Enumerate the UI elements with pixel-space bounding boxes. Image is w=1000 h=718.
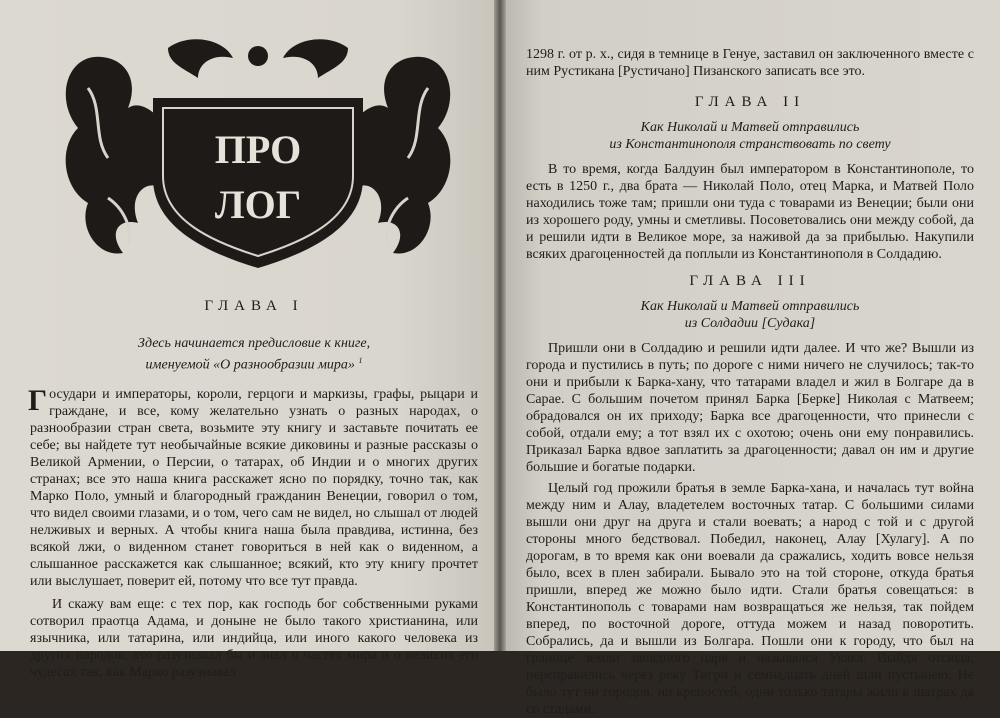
chapter2-paragraph: В то время, когда Балдуин был императором в Константинополе, то есть в 1250 г., два брата — Николай Поло, отец Марка, и Матвей Поло находились тоже там; пришли они туда с товарами из Венеции; были они из хорошего роду, умны и сметливы. Посоветовались они между собой, да и решили идти в Великое море, за наживой да за прибылью. Накупили всяких драгоценностей да поплыли из Константинополя в Солдадию. (526, 162, 974, 262)
chapter3-subtitle-line2: из Солдадии [Судака] (684, 316, 816, 331)
chapter2-subtitle (526, 119, 974, 153)
chapter2-subtitle-line1: Как Николай и Матвей отправились (640, 120, 860, 135)
chapter3-paragraph-2: Целый год прожили братья в земле Барка-хана, и началась тут война между ним и Алау, владетелем восточных татар. С большими силами вышли они друг на друга и стали воевать; а народ с той и с другой стороны много бедствовал. Победил, наконец, Алау [Хулагу]. А по дорогам, в то время как они воевали да сражались, ходить вовсе нельзя было, всех в плен забирали. Бывало это на той стороне, откуда братья пришли, вперед же можно было идти. Стали братья совещаться: в Константинополь с товарами нам возвращаться же нельзя, так пойдем вперед, по восточной дороге, оттуда можем и назад поворотить. Собрались, да и вышли из Болгара. Пошли они к городу, что был на границе земли западного царя и назывался Укака. Выйдя отсюда, переправились через реку Тигри и семнадцать дней шли пустынею. Не было тут ни городов, ни крепостей, одни только татары жили в шатрах да со стадами. (526, 481, 974, 717)
chapter1-subtitle-line2: именуемой «О разнообразии мира» (145, 357, 355, 373)
chapter1-heading: ГЛАВА I (204, 298, 304, 314)
chapter3-paragraph-1: Пришли они в Солдадию и решили идти далее. И что же? Вышли из города и пустились в путь; по дороге с ними ничего не случилось; так-то они и прибыли к Барка-хану, что татарами владел и жил в Болгаре да в Сарае. С большим почетом принял Барка [Берке] Николая с Матвеем; обрадовался он их приходу; Барка все драгоценности, что принесли с собой, отдали ему; а тот взял их с охотою; очень они ему понравились. Приказал Барка вдвое заплатить за драгоценности; давал он им и другие большие и богатые подарки. (526, 341, 974, 475)
chapter1-paragraph-2: И скажу вам еще: с тех пор, как господь бог собственными руками сотворил праотца Адама, и доныне не было такого христианина, или язычника, или татарина, или индийца, или иного какого человека из других народов, кто разузнавал бы и знал о частях мира и о великих его чудесах так, как Марко разузнавал (30, 596, 478, 680)
ornament-text-line2: ЛОГ (214, 182, 302, 227)
chapter3-subtitle (526, 298, 974, 332)
chapter1-subtitle (30, 335, 478, 374)
footnote-marker: 1 (358, 356, 363, 365)
chapter3-subtitle-line1: Как Николай и Матвей отправились (640, 299, 860, 314)
ornament-text-line1: ПРО (214, 127, 302, 172)
chapter1-paragraph-1 (28, 383, 478, 590)
chapter1-subtitle-line1: Здесь начинается предисловие к книге, (137, 336, 371, 351)
right-page-text (526, 46, 974, 718)
chapter2-heading: ГЛАВА II (694, 94, 806, 110)
chapter1-paragraph-1-text: осудари и императоры, короли, герцоги и маркизы, графы, рыцари и граждане, и все, кому желательно узнать о разных народах, о разнообразии стран света, возьмите эту книгу и заставьте почитать ее себе; вы найдете тут необычайные всякие диковины и разные рассказы о Великой Армении, о Персии, о татарах, об Индии и о многих других странах; все это наша книга расскажет ясно по порядку, точно так, как Марко Поло, умный и благородный гражданин Венеции, говорил о том, что видел своими глазами, и о том, чего сам не видел, но слышал от людей нелживых и верных. А чтобы книга наша была правдива, истинна, без всякой лжи, о виденном станет говориться в ней как о виденном, а слышанное расскажется как слышанное; всякий, кто эту книгу прочтет или выслушает, поверит ей, потому что все тут правда. (30, 386, 478, 589)
dropcap: Г (28, 383, 48, 417)
book-gutter (494, 0, 506, 651)
chapter2-subtitle-line2: из Константинополя странствовать по свету (609, 137, 891, 152)
prologue-ornament (48, 28, 468, 273)
chapter3-heading: ГЛАВА III (689, 273, 811, 289)
top-paragraph: 1298 г. от р. х., сидя в темнице в Генуе, заставил он заключенного вместе с ним Рустикана [Рустичано] Пизанского записать все это. (526, 47, 974, 79)
left-page-text (30, 298, 478, 681)
